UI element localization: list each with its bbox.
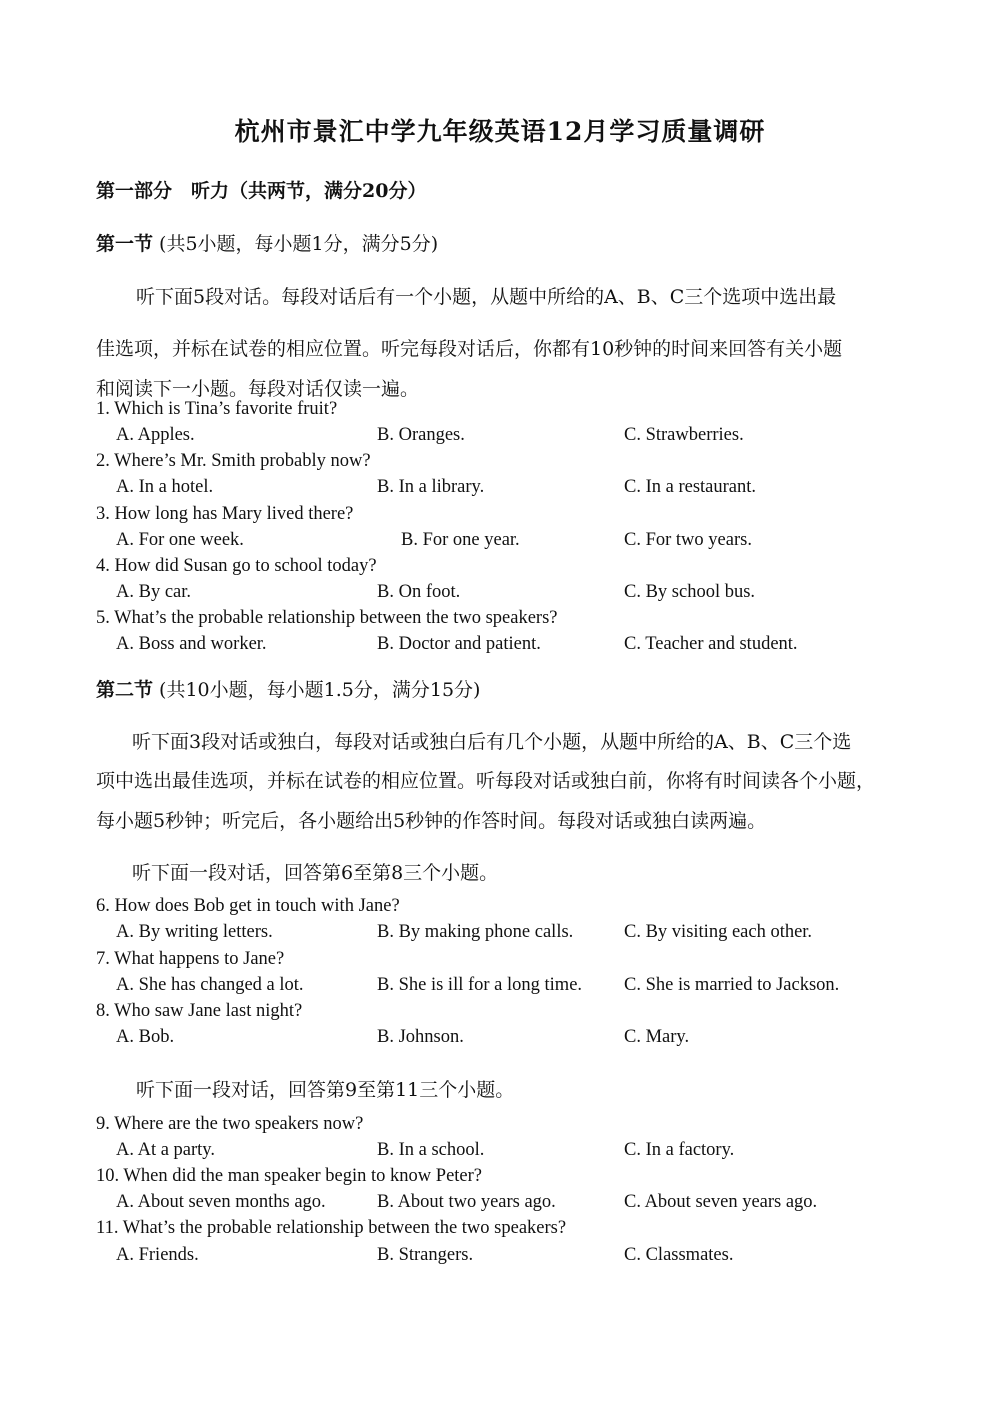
option-b: B. For one year.: [401, 530, 520, 550]
option-c: C. In a factory.: [624, 1140, 735, 1160]
option-c: C. Classmates.: [624, 1245, 734, 1265]
option-a: A. At a party.: [116, 1140, 215, 1160]
option-b: B. In a library.: [377, 477, 485, 497]
option-c: C. For two years.: [624, 530, 752, 550]
question-text: 4. How did Susan go to school today?: [96, 556, 377, 576]
option-c: C. In a restaurant.: [624, 477, 757, 497]
section2-label: 第二节: [96, 679, 154, 701]
option-b: B. Johnson.: [377, 1027, 464, 1047]
part1-heading: 第一部分 听力（共两节，满分20分）: [96, 180, 427, 202]
section1-instruction-line: 和阅读下一小题。每段对话仅读一遍。: [96, 378, 420, 400]
option-c: C. Mary.: [624, 1027, 690, 1047]
section2-info: (共10小题，每小题1.5分，满分15分): [153, 679, 481, 701]
option-b: B. On foot.: [377, 582, 461, 602]
dialogue-intro: 听下面一段对话，回答第9至第11三个小题。: [136, 1079, 515, 1101]
option-c: C. Strawberries.: [624, 425, 744, 445]
option-c: C. By school bus.: [624, 582, 756, 602]
option-b: B. Oranges.: [377, 425, 465, 445]
question-text: 11. What’s the probable relationship between the two speakers?: [96, 1218, 567, 1238]
option-a: A. Friends.: [116, 1245, 199, 1265]
option-b: B. Strangers.: [377, 1245, 474, 1265]
question-text: 7. What happens to Jane?: [96, 949, 285, 969]
section1-instruction-line: 听下面5段对话。每段对话后有一个小题，从题中所给的A、B、C三个选项中选出最: [136, 286, 837, 308]
question-text: 6. How does Bob get in touch with Jane?: [96, 896, 400, 916]
section1-instruction-line: 佳选项，并标在试卷的相应位置。听完每段对话后，你都有10秒钟的时间来回答有关小题: [96, 338, 843, 360]
question-text: 10. When did the man speaker begin to know Peter?: [96, 1166, 482, 1186]
option-c: C. She is married to Jackson.: [624, 975, 840, 995]
option-b: B. By making phone calls.: [377, 922, 574, 942]
section1-label: 第一节: [96, 233, 154, 255]
question-text: 8. Who saw Jane last night?: [96, 1001, 303, 1021]
option-c: C. About seven years ago.: [624, 1192, 818, 1212]
option-b: B. Doctor and patient.: [377, 634, 541, 654]
section1-heading: [96, 229, 438, 256]
question-text: 1. Which is Tina’s favorite fruit?: [96, 399, 338, 419]
dialogue-intro: 听下面一段对话，回答第6至第8三个小题。: [132, 862, 499, 884]
section1-info: (共5小题，每小题1分，满分5分): [153, 233, 439, 255]
page-title: 杭州市景汇中学九年级英语12月学习质量调研: [234, 117, 766, 146]
section2-instruction-line: 听下面3段对话或独白，每段对话或独白后有几个小题，从题中所给的A、B、C三个选: [132, 731, 852, 753]
option-a: A. Bob.: [116, 1027, 175, 1047]
question-text: 2. Where’s Mr. Smith probably now?: [96, 451, 371, 471]
question-text: 9. Where are the two speakers now?: [96, 1114, 364, 1134]
option-a: A. For one week.: [116, 530, 244, 550]
section2-instruction-line: 每小题5秒钟；听完后，各小题给出5秒钟的作答时间。每段对话或独白读两遍。: [96, 810, 767, 832]
option-a: A. In a hotel.: [116, 477, 214, 497]
option-b: B. She is ill for a long time.: [377, 975, 583, 995]
option-c: C. By visiting each other.: [624, 922, 813, 942]
question-text: 3. How long has Mary lived there?: [96, 504, 354, 524]
section2-instruction-line: 项中选出最佳选项，并标在试卷的相应位置。听每段对话或独白前，你将有时间读各个小题，: [96, 770, 876, 792]
option-b: B. About two years ago.: [377, 1192, 556, 1212]
question-text: 5. What’s the probable relationship between the two speakers?: [96, 608, 558, 628]
option-a: A. Apples.: [116, 425, 195, 445]
option-c: C. Teacher and student.: [624, 634, 798, 654]
option-a: A. She has changed a lot.: [116, 975, 304, 995]
option-b: B. In a school.: [377, 1140, 485, 1160]
option-a: A. By car.: [116, 582, 192, 602]
option-a: A. By writing letters.: [116, 922, 273, 942]
option-a: A. Boss and worker.: [116, 634, 267, 654]
section2-heading: [96, 675, 480, 702]
option-a: A. About seven months ago.: [116, 1192, 326, 1212]
